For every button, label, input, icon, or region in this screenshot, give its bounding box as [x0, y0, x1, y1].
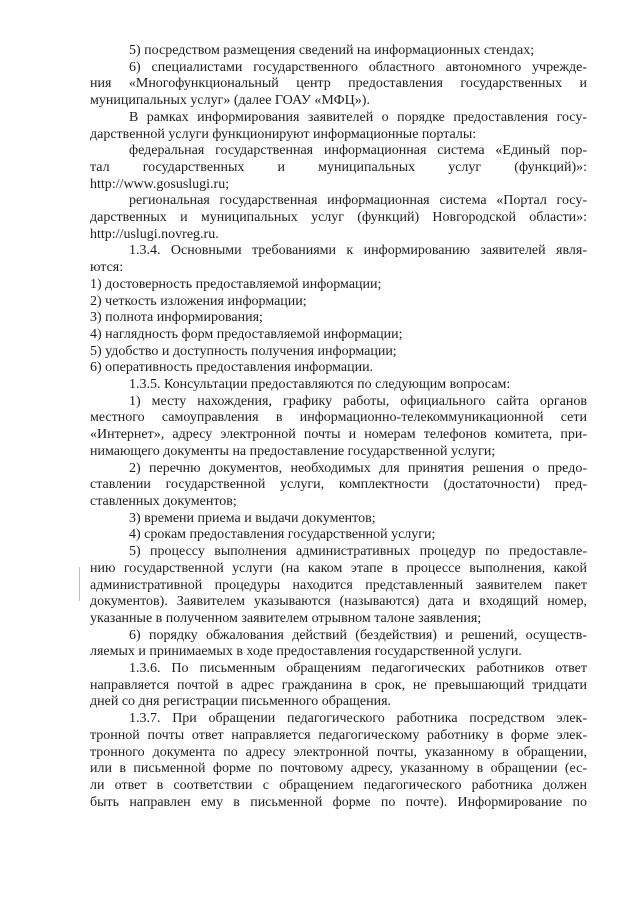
- text-line: ли ответ в соответствии с обращением педагогического работника должен: [90, 777, 587, 793]
- paragraph: [90, 277, 587, 294]
- text-line: указанные в полученном заявителем отрывном талоне заявления;: [90, 610, 482, 626]
- text-line: нимающего документы на предоставление государственной услуги;: [90, 443, 496, 459]
- text-line: федеральная государственная информационная система «Единый пор-: [129, 143, 587, 159]
- document-body: [90, 43, 587, 811]
- text-line: 2) четкость изложения информации;: [90, 293, 307, 309]
- text-line: 6) порядку обжалования действий (бездействия) и решений, осуществ-: [129, 627, 587, 643]
- text-line: 1.3.4. Основными требованиями к информированию заявителей явля-: [129, 243, 587, 259]
- text-line: быть направлен ему в письменной форме по почте). Информирование по: [90, 794, 587, 810]
- text-line: тронного документа по адресу электронной почты, указанному в обращении,: [90, 744, 587, 760]
- text-line: 6) оперативность предоставления информации.: [90, 360, 374, 376]
- text-line: 6) специалистами государственного областного автономного учрежде-: [129, 59, 587, 75]
- paragraph: [90, 377, 587, 394]
- text-line: http://uslugi.novreg.ru.: [90, 226, 219, 242]
- paragraph: [90, 511, 587, 528]
- text-line: ставленных документов;: [90, 493, 237, 509]
- text-line: направляется почтой в адрес гражданина в срок, не превышающий тридцати: [90, 677, 587, 693]
- text-line: дней со дня регистрации письменного обращения.: [90, 694, 392, 710]
- paragraph: [90, 327, 587, 344]
- paragraph: [90, 527, 587, 544]
- paragraph: [90, 461, 587, 511]
- paragraph: [90, 544, 587, 628]
- paragraph: [90, 193, 587, 243]
- text-line: или в письменной форме по почтовому адресу, указанному в обращении (ес-: [90, 761, 587, 777]
- text-line: 1.3.7. При обращении педагогического работника посредством элек-: [129, 711, 587, 727]
- paragraph: [90, 628, 587, 661]
- text-line: дарственных и муниципальных услуг (функций) Новгородской области»:: [90, 210, 587, 226]
- text-line: 5) посредством размещения сведений на информационных стендах;: [129, 43, 535, 58]
- paragraph: [90, 110, 587, 143]
- paragraph: [90, 243, 587, 276]
- text-line: 2) перечню документов, необходимых для принятия решения о предо-: [129, 460, 587, 476]
- text-line: 3) времени приема и выдачи документов;: [129, 510, 376, 526]
- text-line: 1.3.5. Консультации предоставляются по следующим вопросам:: [129, 377, 511, 393]
- paragraph: [90, 60, 587, 110]
- scan-mark: [79, 567, 80, 601]
- text-line: 5) процессу выполнения административных процедур по предоставле-: [129, 544, 587, 560]
- text-line: 4) наглядность форм предоставляемой информации;: [90, 326, 403, 342]
- text-line: документов). Заявителем указываются (называются) дата и входящий номер,: [90, 594, 587, 610]
- text-line: ставлении государственной услуги, комплектности (достаточности) пред-: [90, 477, 587, 493]
- text-line: административной процедуры находится представленный заявителем пакет: [90, 577, 587, 593]
- paragraph: [90, 143, 587, 193]
- paragraph: [90, 394, 587, 461]
- text-line: тал государственных и муниципальных услуг (функций)»:: [90, 159, 587, 175]
- text-line: http://www.gosuslugi.ru;: [90, 176, 230, 192]
- paragraph: [90, 711, 587, 811]
- text-line: 5) удобство и доступность получения информации;: [90, 343, 397, 359]
- text-line: муниципальных услуг» (далее ГОАУ «МФЦ»).: [90, 93, 370, 109]
- paragraph: [90, 43, 587, 60]
- paragraph: [90, 310, 587, 327]
- text-line: ются:: [90, 260, 124, 276]
- paragraph: [90, 344, 587, 361]
- text-line: «Интернет», адресу электронной почты и номерам телефонов комитета, при-: [90, 427, 587, 443]
- text-line: тронной почты ответ направляется педагогическому работнику в форме элек-: [90, 727, 587, 743]
- text-line: нию государственной услуги (на каком этапе в процессе выполнения, какой: [90, 560, 587, 576]
- paragraph: [90, 661, 587, 711]
- text-line: дарственной услуги функционируют информационные порталы:: [90, 126, 477, 142]
- text-line: ляемых и принимаемых в ходе предоставления государственной услуги.: [90, 644, 522, 660]
- text-line: 1) достоверность предоставляемой информации;: [90, 276, 382, 292]
- text-line: региональная государственная информационная система «Портал госу-: [129, 193, 587, 209]
- paragraph: [90, 360, 587, 377]
- text-line: местного самоуправления в информационно-телекоммуникационной сети: [90, 410, 587, 426]
- text-line: 1) месту нахождения, графику работы, официального сайта органов: [129, 393, 587, 409]
- paragraph: [90, 294, 587, 311]
- text-line: 3) полнота информирования;: [90, 310, 263, 326]
- text-line: 4) срокам предоставления государственной услуги;: [129, 527, 436, 543]
- text-line: ния «Многофункциональный центр предоставления государственных и: [90, 76, 587, 92]
- text-line: В рамках информирования заявителей о порядке предоставления госу-: [129, 109, 587, 125]
- text-line: 1.3.6. По письменным обращениям педагогических работников ответ: [129, 661, 587, 677]
